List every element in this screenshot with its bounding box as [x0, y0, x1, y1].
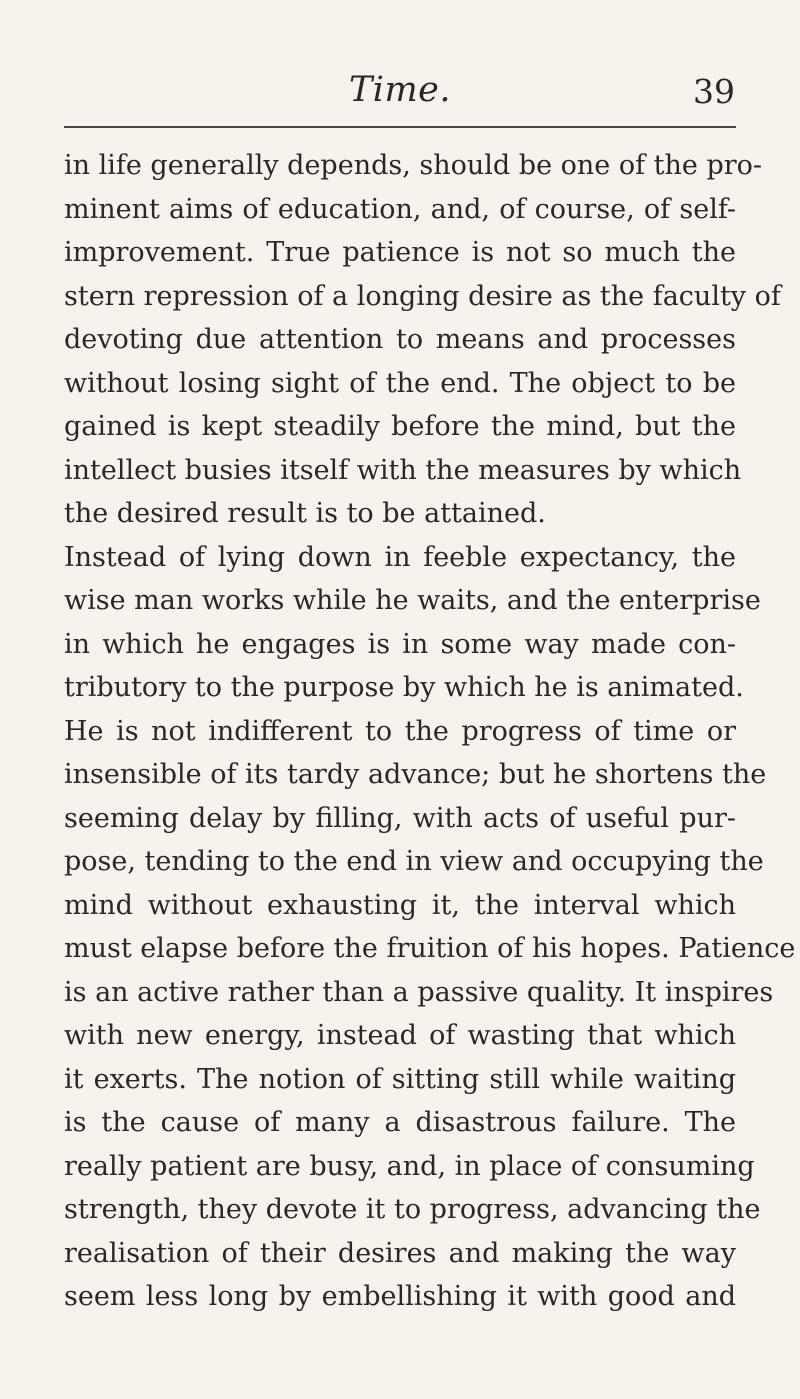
text-line: must elapse before the fruition of his hopes. Patience: [64, 933, 796, 964]
text-line: mind without exhausting it, the interval which: [64, 889, 736, 921]
text-line: pose, tending to the end in view and occupying the: [64, 846, 764, 877]
text-line: strength, they devote it to progress, advancing the: [64, 1194, 761, 1225]
text-line: is the cause of many a disastrous failure. The: [64, 1107, 736, 1138]
text-line: really patient are busy, and, in place of consuming: [64, 1150, 755, 1182]
text-line: He is not indifferent to the progress of time or: [64, 715, 736, 747]
text-line: insensible of its tardy advance; but he shortens the: [64, 759, 767, 790]
text-line: the desired result is to be attained.: [64, 498, 546, 529]
running-header: [0, 70, 800, 114]
text-line: intellect busies itself with the measures by which: [64, 454, 742, 486]
text-line: in which he engages is in some way made con-: [64, 628, 736, 660]
running-title: Time.: [348, 70, 452, 110]
text-line: it exerts. The notion of sitting still while waiting: [64, 1063, 736, 1095]
text-line: tributory to the purpose by which he is animated.: [64, 672, 744, 703]
text-line: stern repression of a longing desire as the faculty of: [64, 280, 781, 312]
text-line: in life generally depends, should be one of the pro-: [64, 150, 763, 181]
body-text: [64, 144, 796, 1319]
text-line: minent aims of education, and, of course, of self-: [64, 193, 736, 225]
text-line: Instead of lying down in feeble expectancy, the: [64, 541, 736, 573]
text-line: is an active rather than a passive quality. It inspires: [64, 976, 774, 1008]
text-line: wise man works while he waits, and the enterprise: [64, 585, 761, 616]
text-line: improvement. True patience is not so much the: [64, 237, 736, 268]
text-line: with new energy, instead of wasting that which: [64, 1020, 736, 1051]
text-line: seem less long by embellishing it with good and: [64, 1281, 736, 1312]
text-line: without losing sight of the end. The object to be: [64, 367, 736, 399]
header-rule: [64, 126, 736, 128]
text-line: seeming delay by filling, with acts of useful pur-: [64, 802, 736, 834]
text-line: realisation of their desires and making the way: [64, 1237, 736, 1269]
text-line: gained is kept steadily before the mind, but the: [64, 411, 736, 442]
text-line: devoting due attention to means and processes: [64, 324, 736, 355]
page-number: 39: [693, 72, 735, 111]
